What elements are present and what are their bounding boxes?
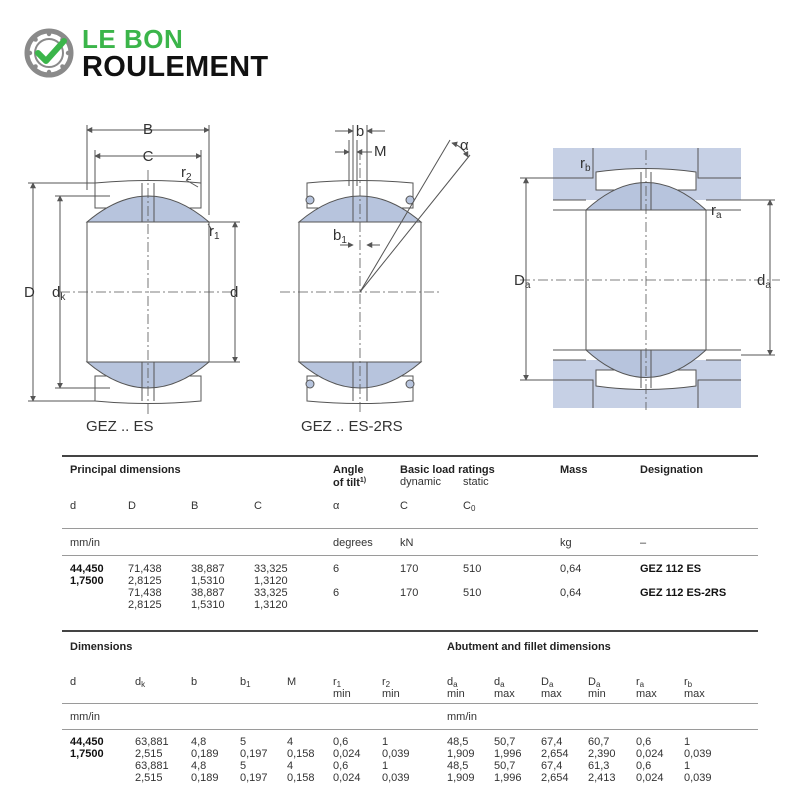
sym2-da-max: $d_a$ max bbox=[494, 676, 515, 700]
col-C: 33,325 1,3120 33,325 1,3120 bbox=[254, 563, 288, 611]
label-r1: $r_1$ bbox=[209, 223, 220, 242]
load-ratings-title: Basic load ratings bbox=[400, 464, 495, 476]
row1-designation[interactable]: GEZ 112 ES bbox=[640, 563, 702, 575]
unit-deg: degrees bbox=[333, 537, 373, 549]
sym-C-dyn: C bbox=[400, 500, 408, 512]
unit-mm: mm/in bbox=[70, 537, 100, 549]
load-dynamic-label: dynamic bbox=[400, 476, 441, 488]
sym-D: D bbox=[128, 500, 136, 512]
sym-alpha: α bbox=[333, 500, 340, 512]
angle-title2: of tilt$^{1)}$ bbox=[333, 477, 367, 489]
col2-da-min: 48,5 1,909 48,5 1,909 bbox=[447, 736, 475, 784]
label-da: $d_a$ bbox=[757, 272, 771, 291]
unit2-right: mm/in bbox=[447, 711, 477, 723]
sym2-b: b bbox=[191, 676, 198, 688]
unit-kg: kg bbox=[560, 537, 572, 549]
sym2-dk: $d_k$ bbox=[135, 676, 146, 689]
sym-C: C bbox=[254, 500, 262, 512]
label-ra: $r_a$ bbox=[711, 202, 722, 221]
sym-B: B bbox=[191, 500, 199, 512]
label-Da: $D_a$ bbox=[514, 272, 531, 291]
sym2-Da-min: $D_a$ min bbox=[588, 676, 606, 700]
col2-da-max: 50,7 1,996 50,7 1,996 bbox=[494, 736, 522, 784]
row2-C0: 510 bbox=[463, 587, 482, 599]
label-B: B bbox=[142, 121, 154, 138]
unit-dash: – bbox=[640, 537, 647, 549]
sym-C0: $C_0$ bbox=[463, 500, 476, 513]
label-d: d bbox=[230, 284, 239, 301]
sym2-M: M bbox=[287, 676, 297, 688]
col2-rb-max: 1 0,039 1 0,039 bbox=[684, 736, 712, 784]
caption-gez-es: GEZ .. ES bbox=[86, 418, 154, 435]
col2-M: 4 0,158 4 0,158 bbox=[287, 736, 315, 784]
sym2-b1: $b_1$ bbox=[240, 676, 251, 689]
col2-b: 4,8 0,189 4,8 0,189 bbox=[191, 736, 219, 784]
logo-text-line2: ROULEMENT bbox=[82, 51, 269, 83]
sym2-d: d bbox=[70, 676, 77, 688]
sym2-r1: $r_1$ min bbox=[333, 676, 351, 700]
row2-designation[interactable]: GEZ 112 ES-2RS bbox=[640, 587, 727, 599]
row1-C: 170 bbox=[400, 563, 419, 575]
label-b1: $b_1$ bbox=[333, 227, 347, 246]
dimensions-title: Dimensions bbox=[70, 641, 133, 653]
label-rb: $r_b$ bbox=[580, 155, 591, 174]
drawing-abutment bbox=[520, 148, 780, 410]
caption-gez-es-2rs: GEZ .. ES-2RS bbox=[301, 418, 403, 435]
label-M: M bbox=[374, 143, 387, 160]
unit2-left: mm/in bbox=[70, 711, 100, 723]
label-dk: $d_k$ bbox=[52, 284, 66, 303]
sym2-da-min: $d_a$ min bbox=[447, 676, 465, 700]
col2-r2: 1 0,039 1 0,039 bbox=[382, 736, 410, 784]
angle-title: Angle bbox=[333, 464, 364, 476]
drawing-gez-es bbox=[28, 125, 240, 414]
col2-ra-max: 0,6 0,024 0,6 0,024 bbox=[636, 736, 664, 784]
sym2-rb-max: $r_b$ max bbox=[684, 676, 705, 700]
unit-kn: kN bbox=[400, 537, 414, 549]
col2-dk: 63,881 2,515 63,881 2,515 bbox=[135, 736, 169, 784]
col-D: 71,438 2,8125 71,438 2,8125 bbox=[128, 563, 162, 611]
col2-r1: 0,6 0,024 0,6 0,024 bbox=[333, 736, 361, 784]
abutment-title: Abutment and fillet dimensions bbox=[447, 641, 611, 653]
row2-C: 170 bbox=[400, 587, 419, 599]
row2-alpha: 6 bbox=[333, 587, 340, 599]
sym-d: d bbox=[70, 500, 77, 512]
sym2-r2: $r_2$ min bbox=[382, 676, 400, 700]
mass-title: Mass bbox=[560, 464, 588, 476]
sym2-ra-max: $r_a$ max bbox=[636, 676, 657, 700]
col-B: 38,887 1,5310 38,887 1,5310 bbox=[191, 563, 225, 611]
row1-C0: 510 bbox=[463, 563, 482, 575]
row2-mass: 0,64 bbox=[560, 587, 582, 599]
principal-title: Principal dimensions bbox=[70, 464, 181, 476]
designation-title: Designation bbox=[640, 464, 703, 476]
principal-d-value: 44,450 1,7500 bbox=[70, 563, 104, 587]
col2-Da-min: 60,7 2,390 61,3 2,413 bbox=[588, 736, 616, 784]
row1-alpha: 6 bbox=[333, 563, 340, 575]
label-D: D bbox=[24, 284, 35, 301]
drawing-gez-es-2rs bbox=[280, 125, 470, 414]
col2-Da-max: 67,4 2,654 67,4 2,654 bbox=[541, 736, 569, 784]
label-b: b bbox=[355, 123, 365, 140]
label-C: C bbox=[142, 148, 154, 165]
logo-text-line1: LE BON bbox=[82, 24, 184, 54]
load-static-label: static bbox=[463, 476, 489, 488]
dimensions-d-value: 44,450 1,7500 bbox=[70, 736, 104, 760]
row1-mass: 0,64 bbox=[560, 563, 582, 575]
sym2-Da-max: $D_a$ max bbox=[541, 676, 562, 700]
col2-b1: 5 0,197 5 0,197 bbox=[240, 736, 268, 784]
label-r2: $r_2$ bbox=[181, 164, 192, 183]
label-alpha: α bbox=[460, 137, 469, 154]
